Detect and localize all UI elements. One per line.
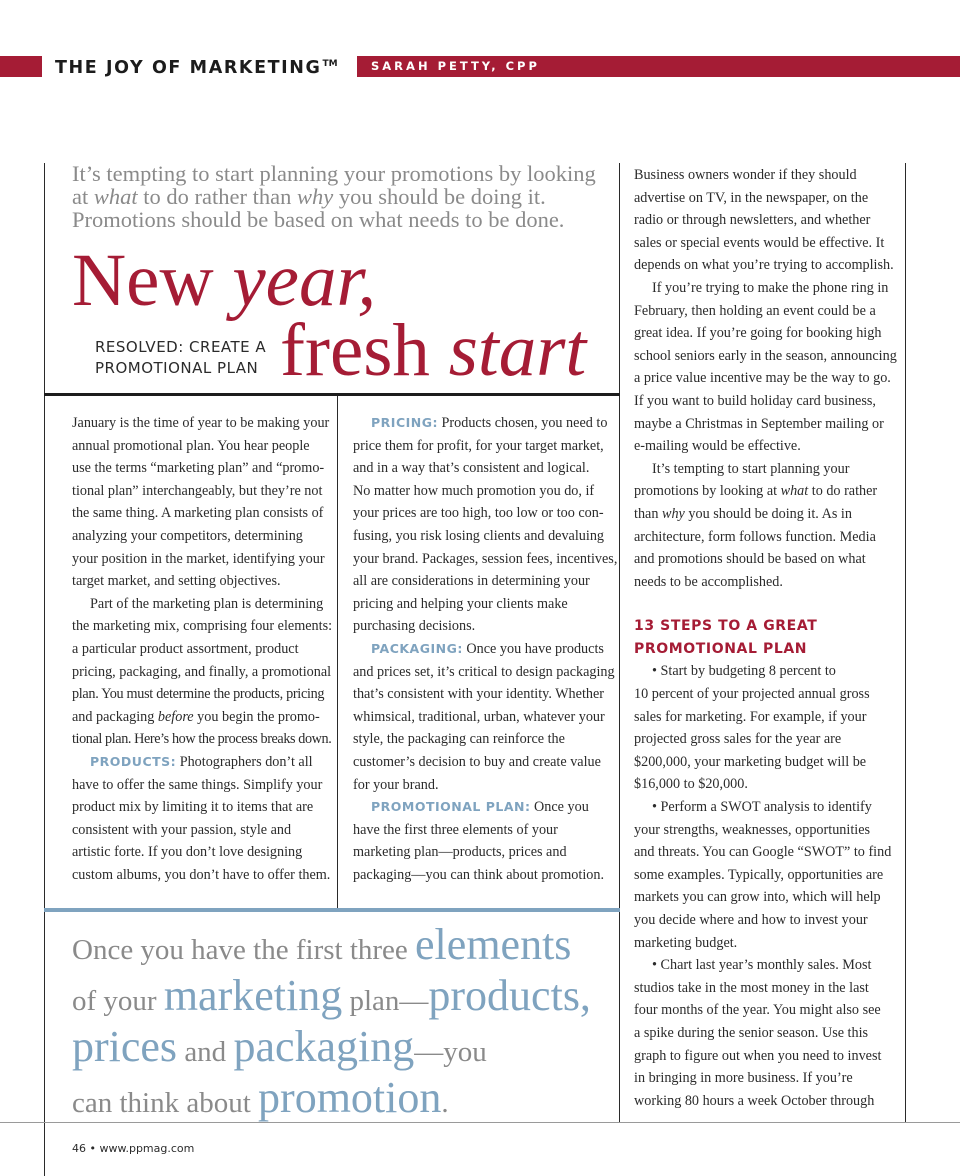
text-line: consistent with your passion, style and bbox=[72, 821, 292, 838]
text-emphasis: what bbox=[780, 483, 809, 500]
paragraph bbox=[72, 751, 330, 887]
text-line bbox=[72, 706, 330, 729]
text-line: and in a way that’s consistent and logical. bbox=[353, 460, 590, 477]
pull-text: . bbox=[441, 1087, 449, 1119]
paragraph bbox=[72, 412, 330, 593]
text-line: February, then holding an event could be a bbox=[634, 302, 876, 319]
text-line: analyzing your competitors, determining bbox=[72, 527, 303, 544]
text-line: tional plan. Here’s how the process breaks down. bbox=[72, 731, 332, 748]
paragraph bbox=[353, 412, 618, 638]
text-run: you should be doing it. As in bbox=[684, 505, 852, 522]
deck-line: Promotions should be based on what needs to be done. bbox=[72, 207, 565, 232]
deck-emphasis: what bbox=[93, 184, 138, 209]
headline-subtitle bbox=[95, 337, 266, 379]
section-lead: PRODUCTS: bbox=[90, 753, 177, 769]
column-title-text: THE JOY OF MARKETING bbox=[55, 58, 322, 78]
text-line: 10 percent of your projected annual gross bbox=[634, 686, 870, 703]
deck-line bbox=[72, 185, 617, 208]
text-line: use the terms “marketing plan” and “promo- bbox=[72, 460, 325, 477]
text-line bbox=[353, 796, 611, 819]
headline-word: fresh bbox=[280, 309, 449, 392]
text-line: projected gross sales for the year are bbox=[634, 731, 842, 748]
pull-quote-divider bbox=[44, 908, 620, 912]
pull-text: plan— bbox=[342, 985, 429, 1017]
header-accent-bar bbox=[0, 56, 42, 77]
column-title bbox=[55, 54, 338, 82]
intro-deck bbox=[72, 162, 617, 231]
text-line: needs to be accomplished. bbox=[634, 573, 783, 590]
text-line: your position in the market, identifying your bbox=[72, 550, 325, 567]
headline-word-italic: start bbox=[448, 309, 587, 392]
text-run: Once you bbox=[530, 799, 589, 816]
text-line: Business owners wonder if they should bbox=[634, 167, 857, 183]
text-line: and prices set, it’s critical to design packaging bbox=[353, 663, 615, 680]
text-line: e-mailing would be effective. bbox=[634, 438, 801, 455]
paragraph bbox=[353, 638, 615, 796]
text-line: style, the packaging can reinforce the bbox=[353, 731, 565, 748]
heading-line: 13 STEPS TO A GREAT bbox=[634, 618, 818, 635]
pull-text: Once you have the first three bbox=[72, 934, 416, 966]
text-run: Photographers don’t all bbox=[176, 753, 313, 770]
text-line: purchasing decisions. bbox=[353, 618, 476, 635]
text-line: whimsical, traditional, urban, whatever your bbox=[353, 708, 605, 725]
text-line: pricing and helping your clients make bbox=[353, 595, 568, 612]
text-line: If you’re trying to make the phone ring in bbox=[652, 279, 889, 296]
text-line: the same thing. A marketing plan consists of bbox=[72, 505, 324, 522]
paragraph bbox=[353, 796, 611, 886]
pull-text: can think about bbox=[72, 1087, 259, 1119]
pull-quote-line bbox=[72, 973, 617, 1024]
bullet-item bbox=[634, 954, 899, 1112]
text-line: that’s consistent with your identity. Whether bbox=[353, 686, 604, 703]
text-line: school seniors early in the season, announcing bbox=[634, 347, 897, 364]
pull-quote-line bbox=[72, 922, 617, 973]
text-line: plan. You must determine the products, pricing bbox=[72, 686, 325, 703]
text-line: a particular product assortment, product bbox=[72, 640, 299, 657]
text-line: sales or special events would be effective. It bbox=[634, 234, 885, 251]
section-lead: PRICING: bbox=[371, 415, 438, 430]
text-line: • Chart last year’s monthly sales. Most bbox=[652, 957, 872, 974]
text-run: than bbox=[634, 505, 662, 522]
text-run: promotions by looking at bbox=[634, 483, 781, 500]
text-line: maybe a Christmas in September mailing or bbox=[634, 415, 884, 432]
headline-word-italic: year, bbox=[232, 239, 377, 322]
text-line: $200,000, your marketing budget will be bbox=[634, 753, 867, 770]
text-run: and packaging bbox=[72, 708, 158, 725]
pull-quote bbox=[72, 922, 617, 1126]
text-line: packaging—you can think about promotion. bbox=[353, 866, 604, 883]
text-emphasis: before bbox=[157, 708, 194, 725]
text-line: all are considerations in determining your bbox=[353, 573, 590, 590]
text-line: price them for profit, for your target market, bbox=[353, 437, 604, 454]
text-line: product mix by limiting it to items that are bbox=[72, 799, 314, 816]
body-column-3 bbox=[634, 164, 899, 1112]
pull-quote-line bbox=[72, 1024, 617, 1075]
subtitle-line: PROMOTIONAL PLAN bbox=[95, 359, 259, 377]
text-line: customer’s decision to buy and create value bbox=[353, 753, 601, 770]
pull-emphasis: products, bbox=[428, 971, 591, 1020]
text-line: • Perform a SWOT analysis to identify bbox=[652, 799, 872, 816]
steps-heading bbox=[634, 615, 899, 660]
pull-emphasis: promotion bbox=[258, 1073, 442, 1122]
text-line: custom albums, you don’t have to offer them. bbox=[72, 866, 331, 883]
page-folio: 46 • www.ppmag.com bbox=[72, 1142, 195, 1155]
body-column-2 bbox=[353, 412, 618, 886]
text-line: • Start by budgeting 8 percent to bbox=[652, 663, 836, 680]
text-run: you begin the promo- bbox=[193, 708, 320, 725]
text-line: annual promotional plan. You hear people bbox=[72, 437, 310, 454]
text-line: the marketing mix, comprising four elements: bbox=[72, 618, 333, 635]
text-line: great idea. If you’re going for booking high bbox=[634, 325, 882, 342]
text-line: your prices are too high, too low or too con- bbox=[353, 505, 604, 522]
text-line: have to offer the same things. Simplify your bbox=[72, 776, 323, 793]
text-line: artistic forte. If you don’t love designing bbox=[72, 844, 303, 861]
text-line: target market, and setting objectives. bbox=[72, 573, 281, 590]
headline-word: New bbox=[72, 239, 233, 322]
text-line bbox=[634, 480, 899, 503]
headline-line-2 bbox=[280, 306, 586, 396]
trademark-mark: TM bbox=[322, 59, 338, 69]
text-line bbox=[72, 751, 330, 774]
text-line: for your brand. bbox=[353, 776, 439, 793]
text-line: It’s tempting to start planning your bbox=[652, 460, 850, 477]
text-line: If you want to build holiday card business, bbox=[634, 392, 876, 409]
section-lead: PACKAGING: bbox=[371, 640, 463, 656]
paragraph bbox=[634, 164, 899, 277]
subtitle-line: RESOLVED: CREATE A bbox=[95, 338, 267, 356]
text-run: Once you have products bbox=[462, 640, 604, 657]
text-line: studios take in the most money in the last bbox=[634, 979, 869, 996]
deck-text: at bbox=[72, 184, 94, 209]
text-line: in bringing in more business. If you’re bbox=[634, 1070, 853, 1087]
deck-line: It’s tempting to start planning your promotions by looking bbox=[72, 161, 596, 186]
middle-column-rule bbox=[337, 396, 338, 908]
text-line: your strengths, weaknesses, opportunities bbox=[634, 821, 871, 838]
text-line: No matter how much promotion you do, if bbox=[353, 482, 595, 499]
text-line: graph to figure out when you need to invest bbox=[634, 1047, 882, 1064]
sidebar-left-rule bbox=[619, 163, 620, 1123]
sidebar-right-rule bbox=[905, 163, 906, 1123]
pull-emphasis: marketing bbox=[163, 971, 343, 1020]
paragraph bbox=[634, 277, 899, 458]
text-line: $16,000 to $20,000. bbox=[634, 776, 748, 793]
left-column-rule bbox=[44, 163, 45, 1176]
paragraph bbox=[634, 458, 899, 594]
text-line: marketing plan—products, prices and bbox=[353, 844, 567, 861]
section-lead: PROMOTIONAL PLAN: bbox=[371, 799, 531, 815]
bullet-item bbox=[634, 796, 899, 954]
pull-text: and bbox=[177, 1036, 234, 1068]
text-line: pricing, packaging, and finally, a promotional bbox=[72, 663, 332, 680]
pull-emphasis: prices bbox=[72, 1022, 178, 1071]
author-name: SARAH PETTY, CPP bbox=[371, 59, 540, 73]
text-run: to do rather bbox=[808, 483, 878, 500]
text-line: have the first three elements of your bbox=[353, 821, 558, 838]
bullet-item bbox=[634, 660, 899, 796]
text-line: some examples. Typically, opportunities are bbox=[634, 866, 884, 883]
pull-text: —you bbox=[414, 1036, 487, 1068]
text-line: a spike during the senior season. Use this bbox=[634, 1024, 869, 1041]
text-line: your brand. Packages, session fees, incentives, bbox=[353, 550, 618, 567]
text-run: Products chosen, you need to bbox=[437, 415, 608, 431]
heading-line: PROMOTIONAL PLAN bbox=[634, 640, 808, 657]
text-line: markets you can grow into, which will help bbox=[634, 889, 881, 906]
text-line: marketing budget. bbox=[634, 934, 738, 951]
pull-emphasis: elements bbox=[415, 920, 572, 969]
text-line: sales for marketing. For example, if your bbox=[634, 708, 867, 725]
text-line: working 80 hours a week October through bbox=[634, 1092, 875, 1109]
text-line: architecture, form follows function. Media bbox=[634, 528, 876, 545]
text-emphasis: why bbox=[661, 505, 685, 522]
deck-text: to do rather than bbox=[137, 184, 297, 209]
deck-text: you should be doing it. bbox=[333, 184, 546, 209]
text-line bbox=[353, 638, 611, 661]
text-line: fusing, you risk losing clients and devaluing bbox=[353, 527, 605, 544]
text-line: tional plan” interchangeably, but they’re not bbox=[72, 482, 323, 499]
text-line: Part of the marketing plan is determining bbox=[90, 595, 324, 612]
pull-text: of your bbox=[72, 985, 164, 1017]
pull-emphasis: packaging bbox=[233, 1022, 415, 1071]
text-line: four months of the year. You might also see bbox=[634, 1002, 881, 1019]
text-line bbox=[353, 412, 611, 435]
text-line: and threats. You can Google “SWOT” to find bbox=[634, 844, 892, 861]
text-line: advertise on TV, in the newspaper, on the bbox=[634, 189, 869, 206]
body-column-1 bbox=[72, 412, 333, 886]
text-line: January is the time of year to be making your bbox=[72, 415, 330, 431]
text-line: and promotions should be based on what bbox=[634, 551, 866, 568]
text-line: a price value incentive may be the way to go. bbox=[634, 370, 891, 387]
text-line: depends on what you’re trying to accomplish. bbox=[634, 257, 894, 274]
text-line: radio or through newsletters, and whether bbox=[634, 212, 871, 229]
text-line bbox=[634, 503, 899, 526]
pull-quote-line bbox=[72, 1075, 617, 1126]
paragraph bbox=[72, 593, 333, 751]
deck-emphasis: why bbox=[296, 184, 334, 209]
text-line: you decide where and how to invest your bbox=[634, 912, 868, 928]
